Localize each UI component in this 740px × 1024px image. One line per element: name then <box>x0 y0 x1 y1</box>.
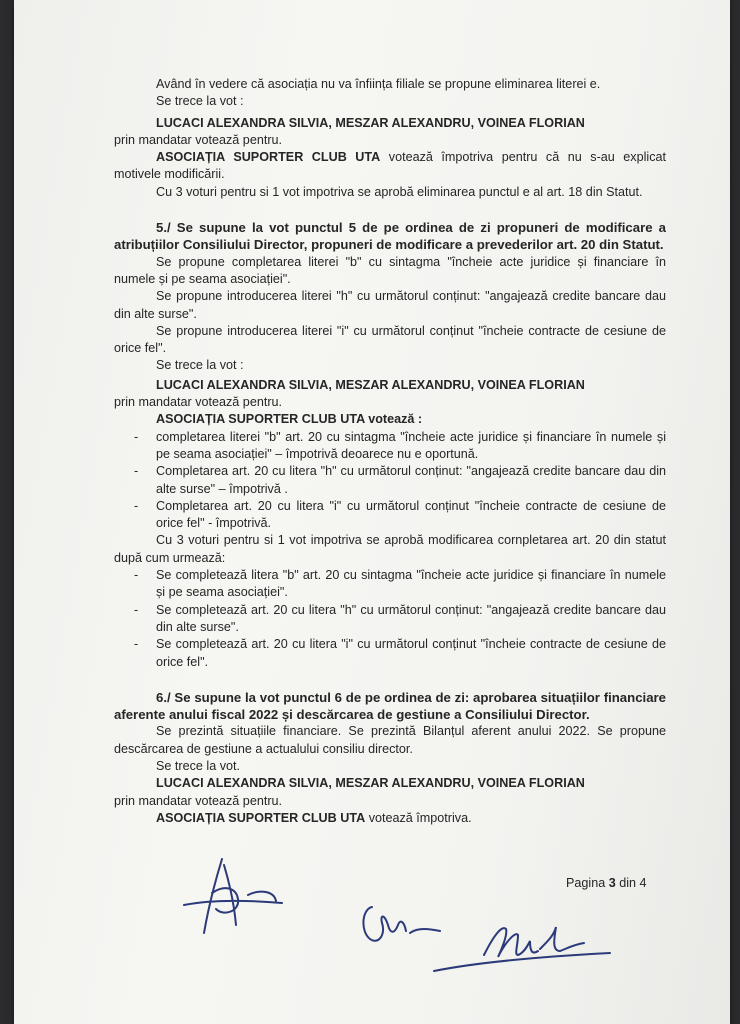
paragraph-asociatia-vot-3 <box>114 810 666 827</box>
heading-punct-5: 5./ Se supune la vot punctul 5 de pe ordinea de zi propuneri de modificare a atribuțiilor Consiliului Director, propuneri de modificare a prevederilor art. 20 din Statut. <box>114 220 666 253</box>
asociatia-vote-text: votează împotriva. <box>365 810 472 825</box>
list-voturi-asociatia <box>114 429 666 533</box>
page-number-label: Pagina <box>566 876 609 890</box>
page-number-current: 3 <box>608 876 616 890</box>
heading-punct-6: 6./ Se supune la vot punctul 6 de pe ordinea de zi: aprobarea situațiilor financiare aferente anului fiscal 2022 și descărcarea de gestiune a Consiliului Director. <box>114 689 666 723</box>
paragraph-propunere-b: Se propune completarea literei "b" cu sintagma "încheie acte juridice și financiare în numele și pe seama asociației". <box>114 254 666 286</box>
asociatia-name: ASOCIAȚIA SUPORTER CLUB UTA <box>156 810 366 825</box>
page-number-total: din 4 <box>615 876 647 890</box>
page-number <box>566 876 647 890</box>
paragraph-situatii-financiare: Se prezintă situațiile financiare. Se prezintă Bilanțul aferent anului 2022. Se propune descărcarea de gestiune a actualului consiliu director. <box>114 724 666 756</box>
asociatia-vote-text: votează împotriva pentru că nu s-au explicat motivele modificării. <box>114 150 666 182</box>
bullet-dash: - <box>134 429 139 444</box>
signature-1 <box>164 855 294 935</box>
asociatia-name: ASOCIAȚIA SUPORTER CLUB UTA <box>156 150 381 165</box>
bullet-dash: - <box>134 602 139 617</box>
document-body <box>114 76 666 827</box>
list-item-text: Completarea art. 20 cu litera "i" cu următorul conținut "încheie contracte de cesiune de orice fel" - împotrivă. <box>156 498 666 531</box>
bullet-dash: - <box>134 498 139 513</box>
paragraph-propunere-h: Se propune introducerea literei "h" cu următorul conținut: "angajează credite bancare dau din alte surse". <box>114 289 666 321</box>
paragraph-vot-3: Se trece la vot. <box>156 758 240 773</box>
paragraph-mandatar-2: prin mandatar votează pentru. <box>114 395 283 410</box>
paragraph-rezultat-2: Cu 3 voturi pentru si 1 vot impotriva se aprobă modificarea cornpletarea art. 20 din statut după cum urmează: <box>114 533 666 565</box>
paragraph-mandatar-3: prin mandatar votează pentru. <box>114 793 283 808</box>
paragraph-rezultat-1: Cu 3 voturi pentru si 1 vot impotriva se aprobă eliminarea punctul e al art. 18 din Statut. <box>156 184 643 199</box>
members-names-2: LUCACI ALEXANDRA SILVIA, MESZAR ALEXANDRU, VOINEA FLORIAN <box>156 377 585 392</box>
list-completari-aprobate <box>114 567 666 671</box>
paragraph-asociatia-vot-1 <box>114 149 666 184</box>
paragraph-vot-2: Se trece la vot : <box>156 358 244 373</box>
bullet-dash: - <box>134 568 139 583</box>
list-item-text: Se completează art. 20 cu litera "i" cu următorul conținut "încheie contracte de cesiune de orice fel". <box>156 637 666 669</box>
paragraph-asociatia-vot-2: ASOCIAȚIA SUPORTER CLUB UTA votează : <box>156 412 423 427</box>
paragraph-eliminare-litera-e: Având în vedere că asociația nu va înființa filiale se propune eliminarea literei e. <box>156 77 601 91</box>
list-item-text: completarea literei "b" art. 20 cu sintagma "încheie acte juridice și financiare în numele și pe seama asociației" – împotrivă deoarece nu e oportună. <box>156 429 666 461</box>
list-item <box>114 636 666 671</box>
paragraph-vot-1: Se trece la vot : <box>156 94 244 109</box>
list-item-text: Se completează art. 20 cu litera "h" cu următorul conținut: "angajează credite bancare dau din alte surse". <box>156 602 666 634</box>
list-item <box>114 429 666 464</box>
list-item-text: Se completează litera "b" art. 20 cu sintagma "încheie acte juridice și financiare în numele și pe seama asociației". <box>156 568 666 600</box>
list-item-text: Completarea art. 20 cu litera "h" cu următorul conținut: "angajează credite bancare dau din alte surse" – împotrivă . <box>156 464 666 496</box>
list-item <box>114 498 666 533</box>
bullet-dash: - <box>134 464 139 479</box>
signature-3 <box>414 905 614 975</box>
list-item <box>114 463 666 498</box>
paragraph-propunere-i: Se propune introducerea literei "i" cu următorul conținut "încheie contracte de cesiune de orice fel". <box>114 323 666 356</box>
list-item <box>114 567 666 602</box>
members-names-1: LUCACI ALEXANDRA SILVIA, MESZAR ALEXANDRU, VOINEA FLORIAN <box>156 115 585 130</box>
list-item <box>114 602 666 637</box>
document-page <box>14 0 730 1024</box>
paragraph-mandatar-1: prin mandatar votează pentru. <box>114 132 283 147</box>
bullet-dash: - <box>134 637 139 652</box>
members-names-3: LUCACI ALEXANDRA SILVIA, MESZAR ALEXANDRU, VOINEA FLORIAN <box>156 776 585 791</box>
